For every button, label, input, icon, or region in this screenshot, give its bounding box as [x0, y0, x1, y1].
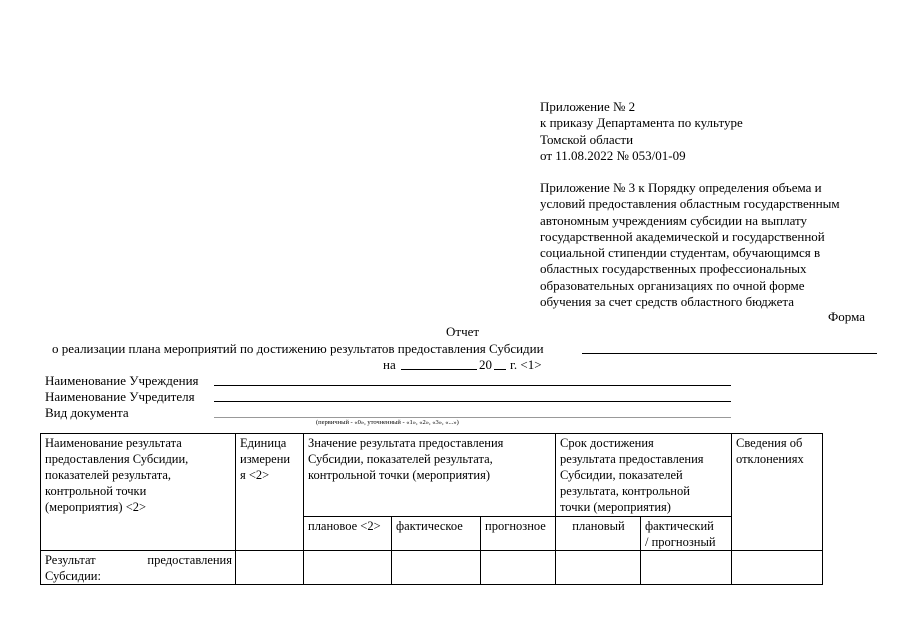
annex-line: областных государственных профессиональных	[540, 261, 807, 277]
header-value: Значение результата предоставления Субсидии, показателей результата, контрольной точки (мероприятия)	[304, 434, 556, 517]
table-cell	[304, 551, 392, 585]
header-unit: Единица измерени я <2>	[236, 434, 304, 551]
founder-label: Наименование Учредителя	[45, 389, 195, 404]
annex-3-header	[540, 180, 840, 310]
table-cell	[732, 551, 823, 585]
header-deviation: Сведения об отклонениях	[732, 434, 823, 551]
doc-type-fill-line	[214, 417, 731, 418]
doc-type-hint: (первичный - «0», уточненный - «1», «2», «3», «...»)	[316, 419, 459, 426]
form-label: Форма	[828, 309, 865, 324]
table-row	[41, 551, 823, 585]
header-result-name: Наименование результата предоставления Субсидии, показателей результата, контрольной точки (мероприятия) <2>	[41, 434, 236, 551]
subheader-deadline-actual: фактический / прогнозный	[641, 517, 732, 551]
institution-fill-line	[214, 385, 731, 386]
annex-line: условий предоставления областным государственным	[540, 196, 840, 212]
report-title: Отчет	[446, 324, 480, 339]
report-table	[40, 433, 823, 585]
annex-line: обучения за счет средств областного бюджета	[540, 294, 794, 310]
subheader-deadline-planned: плановый	[556, 517, 641, 551]
annex-2-header	[540, 99, 743, 164]
table-cell	[392, 551, 481, 585]
annex-line: автономным учреждениям субсидии на выплату	[540, 212, 808, 228]
founder-fill-line	[214, 401, 731, 402]
subheader-forecast: прогнозное	[481, 517, 556, 551]
table-cell	[641, 551, 732, 585]
annex-line: Приложение № 2	[540, 99, 636, 114]
annex-line: социальной стипендии студентам, обучающимся в	[540, 245, 821, 261]
date-suffix: г. <1>	[510, 357, 542, 372]
year-fill-line	[494, 369, 506, 370]
annex-line: Приложение № 3 к Порядку определения объема и	[540, 180, 822, 195]
report-subtitle: о реализации плана мероприятий по достижению результатов предоставления Субсидии	[52, 341, 544, 356]
doc-type-label: Вид документа	[45, 405, 129, 420]
annex-line: от 11.08.2022 № 053/01-09	[540, 147, 686, 163]
date-prefix: на	[383, 357, 396, 372]
table-header-row	[41, 434, 823, 517]
annex-line: государственной академической и государственной	[540, 228, 825, 244]
subheader-planned: плановое <2>	[304, 517, 392, 551]
annex-line: Томской области	[540, 131, 634, 147]
table-cell	[556, 551, 641, 585]
row-result-label: Результат предоставления Субсидии:	[41, 551, 236, 585]
subsidy-fill-line	[582, 353, 877, 354]
institution-label: Наименование Учреждения	[45, 373, 199, 388]
table-cell	[481, 551, 556, 585]
header-deadline: Срок достижения результата предоставления Субсидии, показателей результата, контрольной точки (мероприятия)	[556, 434, 732, 517]
date-year: 20	[479, 357, 492, 372]
date-fill-line	[401, 369, 477, 370]
annex-line: к приказу Департамента по культуре	[540, 115, 743, 131]
table-cell	[236, 551, 304, 585]
subheader-actual: фактическое	[392, 517, 481, 551]
annex-line: образовательных организациях по очной форме	[540, 277, 805, 293]
